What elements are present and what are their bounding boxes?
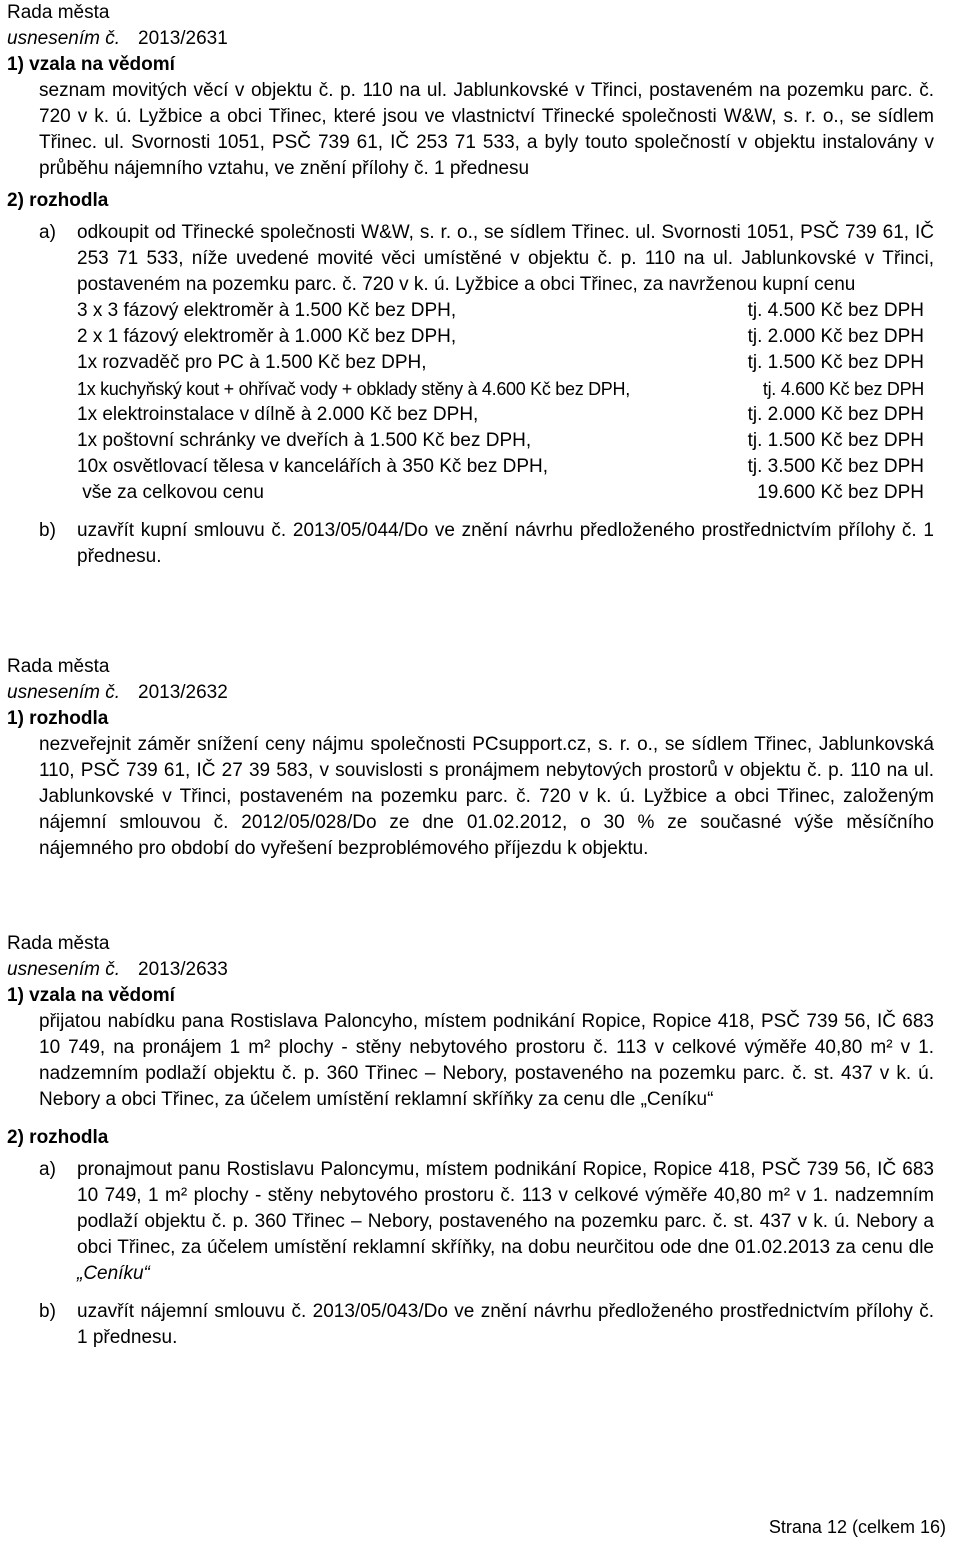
resolution-number: 2013/2631	[138, 28, 228, 49]
council-name: Rada města	[7, 656, 110, 677]
section-heading: 1) vzala na vědomí	[7, 54, 175, 75]
price-list	[77, 298, 934, 506]
resolution-number-line	[7, 957, 960, 983]
price-list-reference: „Ceníku“	[77, 1263, 150, 1284]
resolution-number: 2013/2632	[138, 682, 228, 703]
section-heading: 1) rozhodla	[7, 708, 109, 729]
price-row: 10x osvětlovací tělesa v kancelářích à 350 Kč bez DPH, tj. 3.500 Kč bez DPH	[77, 456, 924, 477]
section-text: přijatou nabídku pana Rostislava Paloncyho, místem podnikání Ropice, Ropice 418, PSČ 739 56, IČ 683 10 749, na pronájem 1 m² plochy - stěny nebytového prostoru č. 113 v celkové výměře 40,80 m² v 1. nadzemním podlaží objektu č. p. 360 Třinec – Nebory, postaveného na pozemku parc. č. st. 437 v k. ú. Nebory a obci Třinec, za účelem umístění reklamní skříňky za cenu dle „Ceníku“	[39, 1011, 934, 1110]
resolution-number-line	[7, 680, 960, 706]
section-heading: 2) rozhodla	[7, 190, 109, 211]
item-a	[39, 220, 934, 506]
resolution-2631	[7, 0, 960, 570]
item-b	[39, 518, 934, 570]
resolution-2632	[7, 654, 960, 862]
price-row: 1x elektroinstalace v dílně à 2.000 Kč bez DPH, tj. 2.000 Kč bez DPH	[77, 404, 924, 425]
resolution-2633	[7, 931, 960, 1351]
item-label: b)	[39, 1301, 56, 1322]
item-text: uzavřít nájemní smlouvu č. 2013/05/043/Do ve znění návrhu předloženého prostřednictvím přílohy č. 1 přednesu.	[77, 1301, 934, 1348]
resolution-label: usnesením č.	[7, 682, 120, 703]
resolution-label: usnesením č.	[7, 959, 120, 980]
price-row: 3 x 3 fázový elektroměr à 1.500 Kč bez DPH, tj. 4.500 Kč bez DPH	[77, 300, 924, 321]
council-name: Rada města	[7, 933, 110, 954]
item-text: odkoupit od Třinecké společnosti W&W, s. r. o., se sídlem Třinec. ul. Svornosti 1051, PSČ 739 61, IČ 253 71 533, níže uvedené movité věci umístěné v objektu č. p. 110 na ul. Jablunkovské v Třinci, postaveném na pozemku parc. č. 720 v k. ú. Lyžbice a obci Třinec, za navrženou kupní cenu	[77, 222, 934, 295]
item-a	[39, 1157, 934, 1287]
item-label: b)	[39, 520, 56, 541]
item-text: pronajmout panu Rostislavu Paloncymu, místem podnikání Ropice, Ropice 418, PSČ 739 56, IČ 683 10 749, 1 m² plochy - stěny nebytového prostoru č. 113 v celkové výměře 40,80 m² v 1. nadzemním podlaží objektu č. p. 360 Třinec – Nebory, postaveného na pozemku parc. č. st. 437 v k. ú. Nebory a obci Třinec, za účelem umístění reklamní skříňky, na dobu neurčitou ode dne 01.02.2013 za cenu dle „Ceníku“	[77, 1159, 934, 1284]
resolution-number-line	[7, 26, 960, 52]
section-heading: 2) rozhodla	[7, 1127, 109, 1148]
section-heading: 1) vzala na vědomí	[7, 985, 175, 1006]
item-label: a)	[39, 1159, 56, 1180]
price-row: 1x kuchyňský kout + ohřívač vody + obklady stěny à 4.600 Kč bez DPH, tj. 4.600 Kč bez DPH	[77, 379, 924, 399]
resolution-label: usnesením č.	[7, 28, 120, 49]
page-footer: Strana 12 (celkem 16)	[768, 1517, 946, 1537]
price-row: 1x rozvaděč pro PC à 1.500 Kč bez DPH, tj. 1.500 Kč bez DPH	[77, 352, 924, 373]
section-text: seznam movitých věcí v objektu č. p. 110 na ul. Jablunkovské v Třinci, postaveném na pozemku parc. č. 720 v k. ú. Lyžbice a obci Třinec, které jsou ve vlastnictví Třinecké společnosti W&W, s. r. o., se sídlem Třinec. ul. Svornosti 1051, PSČ 739 61, IČ 253 71 533, a byly touto společností v objektu instalovány v průběhu nájemního vztahu, ve znění přílohy č. 1 přednesu	[39, 80, 934, 179]
item-b	[39, 1299, 934, 1351]
resolution-number: 2013/2633	[138, 959, 228, 980]
price-row: 1x poštovní schránky ve dveřích à 1.500 Kč bez DPH, tj. 1.500 Kč bez DPH	[77, 430, 924, 451]
council-name: Rada města	[7, 2, 110, 23]
item-label: a)	[39, 222, 56, 243]
item-text: uzavřít kupní smlouvu č. 2013/05/044/Do ve znění návrhu předloženého prostřednictvím přílohy č. 1 přednesu.	[77, 520, 934, 567]
price-row: 2 x 1 fázový elektroměr à 1.000 Kč bez DPH, tj. 2.000 Kč bez DPH	[77, 326, 924, 347]
price-row-total: vše za celkovou cenu 19.600 Kč bez DPH	[77, 482, 924, 503]
section-text: nezveřejnit záměr snížení ceny nájmu společnosti PCsupport.cz, s. r. o., se sídlem Třinec, Jablunkovská 110, PSČ 739 61, IČ 27 39 583, v souvislosti s pronájmem nebytových prostorů v objektu č. p. 110 na ul. Jablunkovské v Třinci, postaveném na pozemku parc. č. 720 v k. ú. Lyžbice a obci Třinec, založeným nájemní smlouvou č. 2012/05/028/Do ze dne 01.02.2012, o 30 % ze současné výše měsíčního nájemného pro období do vyřešení bezproblémového příjezdu k objektu.	[39, 734, 934, 859]
